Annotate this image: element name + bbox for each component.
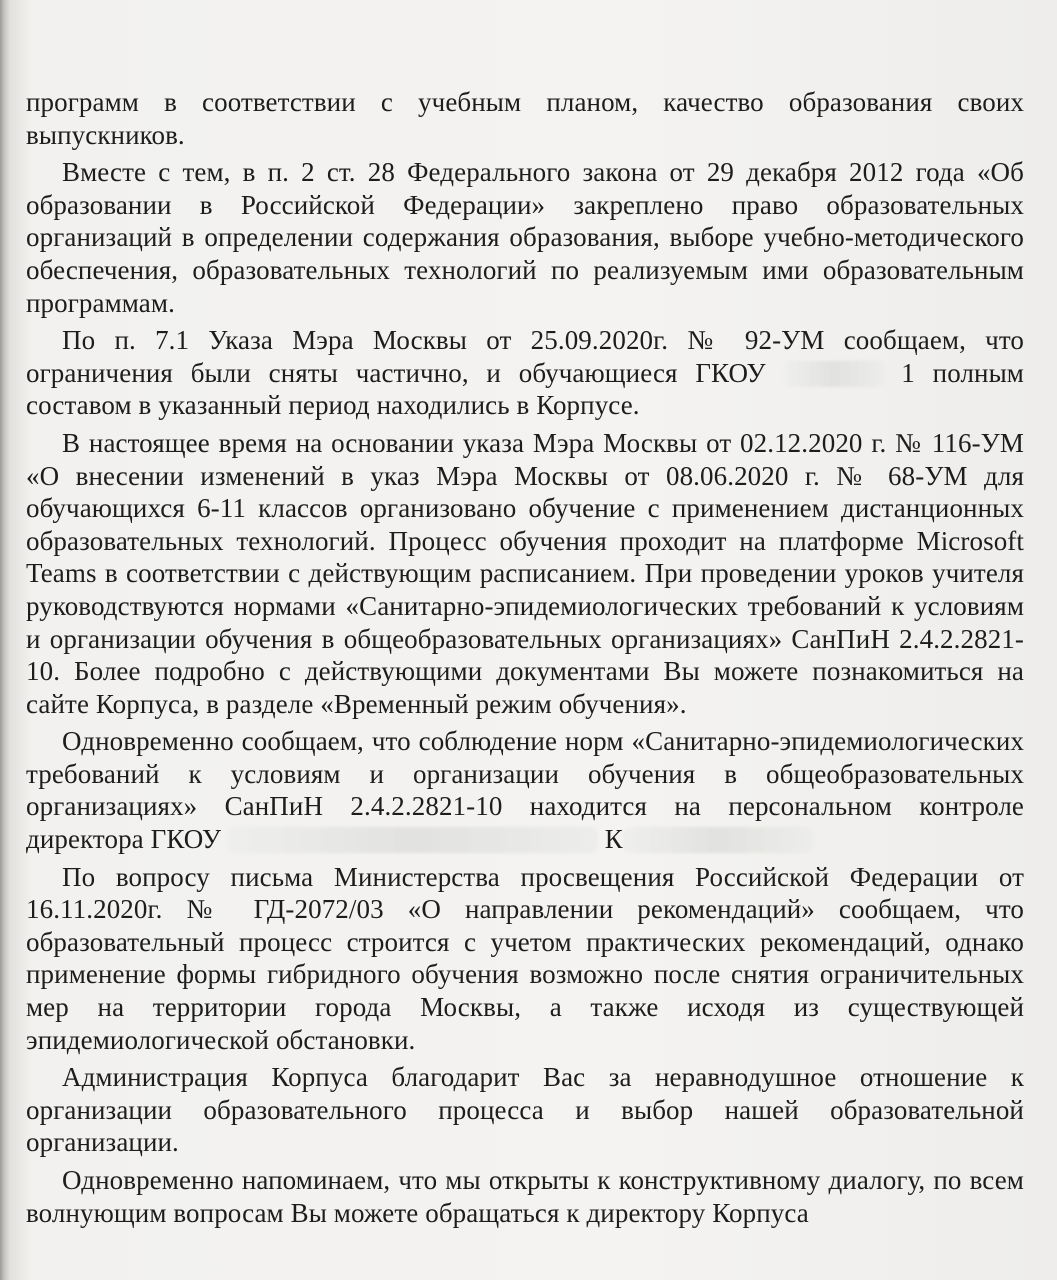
- paragraph-2-text: Вместе с тем, в п. 2 ст. 28 Федерального закона от 29 декабря 2012 года «Об образовании в Российской Федерации» закреплено право образовательных организаций в определении содержания образования, выборе учебно-методического обеспечения, образовательных технологий по реализуемым ими образовательным программам.: [26, 157, 1024, 318]
- paragraph-7-text: Администрация Корпуса благодарит Вас за неравнодушное отношение к организации образовательного процесса и выбор нашей образовательной организации.: [26, 1062, 1024, 1158]
- paragraph-5-text-after: К: [604, 824, 623, 855]
- paragraph-5: [26, 725, 1024, 855]
- redacted-text-block: [623, 827, 813, 853]
- paragraph-1-text: программ в соответствии с учебным планом, качество образования своих выпускников.: [26, 87, 1024, 150]
- page-edge-shadow: [0, 0, 10, 1280]
- redacted-text-block: [228, 827, 598, 853]
- redacted-text-block: [784, 361, 884, 387]
- paragraph-7: [26, 1061, 1024, 1159]
- letter-body: [26, 86, 1024, 1234]
- paragraph-5-text-before: Одновременно сообщаем, что соблюдение норм «Санитарно-эпидемиологических требований к условиям и организации обучения в общеобразовательных организациях» СанПиН 2.4.2.2821-10 находится на персональном контроле директора ГКОУ: [26, 726, 1024, 855]
- paragraph-1: [26, 86, 1024, 151]
- paragraph-8: [26, 1164, 1024, 1229]
- paragraph-6-text: По вопросу письма Министерства просвещения Российской Федерации от 16.11.2020г. № ГД-2072/03 «О направлении рекомендаций» сообщаем, что образовательный процесс строится с учетом практических рекомендаций, однако применение формы гибридного обучения возможно после снятия ограничительных мер на территории города Москвы, а также исходя из существующей эпидемиологической обстановки.: [26, 861, 1024, 1055]
- paragraph-8-text: Одновременно напоминаем, что мы открыты к конструктивному диалогу, по всем волнующим вопросам Вы можете обращаться к директору Корпуса: [26, 1165, 1024, 1228]
- paragraph-4: [26, 427, 1024, 720]
- paragraph-3-text-before: По п. 7.1 Указа Мэра Москвы от 25.09.2020г. № 92-УМ сообщаем, что ограничения были сняты частично, и обучающиеся ГКОУ: [26, 325, 1024, 388]
- paragraph-2: [26, 156, 1024, 319]
- paragraph-3: [26, 324, 1024, 422]
- paragraph-4-text: В настоящее время на основании указа Мэра Москвы от 02.12.2020 г. № 116-УМ «О внесении изменений в указ Мэра Москвы от 08.06.2020 г. № 68-УМ для обучающихся 6-11 классов организовано обучение с применением дистанционных образовательных технологий. Процесс обучения проходит на платформе Microsoft Teams в соответствии с действующим расписанием. При проведении уроков учителя руководствуются нормами «Санитарно-эпидемиологических требований к условиям и организации обучения в общеобразовательных организациях» СанПиН 2.4.2.2821-10. Более подробно с действующими документами Вы можете познакомиться на сайте Корпуса, в разделе «Временный режим обучения».: [26, 427, 1024, 719]
- paragraph-3-text-after: 1 полным составом в указанный период находились в Корпусе.: [26, 357, 1024, 421]
- paragraph-6: [26, 861, 1024, 1057]
